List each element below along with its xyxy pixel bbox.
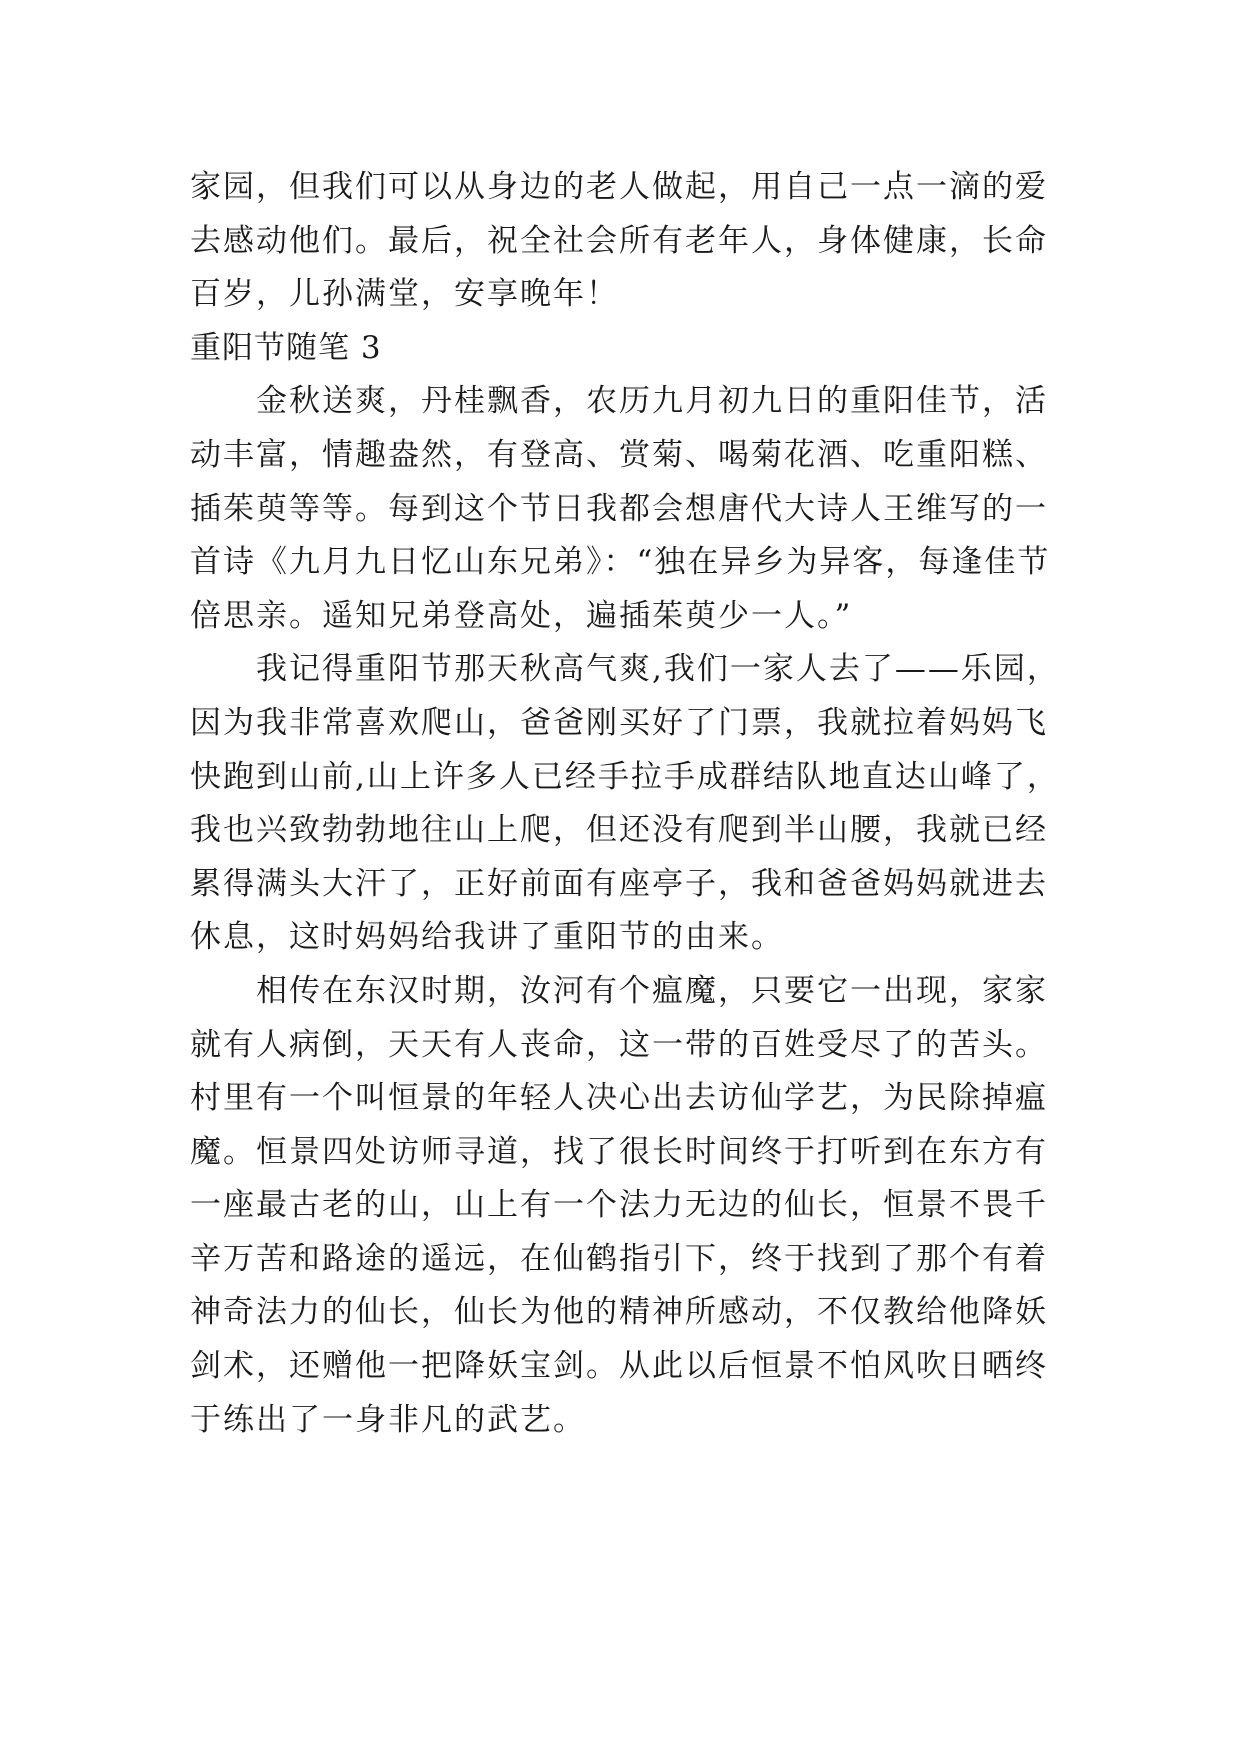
text-line: 剑术，还赠他一把降妖宝剑。从此以后恒景不怕风吹日晒终 [190, 1348, 1048, 1385]
text-line: 快跑到山前,山上许多人已经手拉手成群结队地直达山峰了， [190, 758, 1060, 795]
text-line: 辛万苦和路途的遥远，在仙鹤指引下，终于找到了那个有着 [190, 1240, 1048, 1277]
text-line: 去感动他们。最后，祝全社会所有老年人，身体健康，长命 [190, 222, 1048, 259]
paragraph-first-line: 金秋送爽，丹桂飘香，农历九月初九日的重阳佳节，活 [256, 383, 1048, 420]
section-heading: 重阳节随笔 3 [190, 329, 382, 366]
text-line: 神奇法力的仙长，仙长为他的精神所感动，不仅教给他降妖 [190, 1294, 1048, 1331]
text-line: 休息，这时妈妈给我讲了重阳节的由来。 [190, 919, 784, 956]
text-line: 就有人病倒，天天有人丧命，这一带的百姓受尽了的苦头。 [190, 1026, 1048, 1063]
text-line: 我也兴致勃勃地往山上爬，但还没有爬到半山腰，我就已经 [190, 812, 1048, 849]
text-line: 因为我非常喜欢爬山，爸爸刚买好了门票，我就拉着妈妈飞 [190, 704, 1048, 741]
text-line: 动丰富，情趣盎然，有登高、赏菊、喝菊花酒、吃重阳糕、 [190, 436, 1048, 473]
text-line: 插茱萸等等。每到这个节日我都会想唐代大诗人王维写的一 [190, 490, 1048, 527]
text-line: 家园，但我们可以从身边的老人做起，用自己一点一滴的爱 [190, 169, 1048, 205]
text-line: 百岁，儿孙满堂，安享晚年！ [190, 276, 619, 313]
text-line: 倍思亲。遥知兄弟登高处，遍插茱萸少一人。” [190, 597, 853, 634]
paragraph-first-line: 我记得重阳节那天秋高气爽,我们一家人去了——乐园， [256, 651, 1060, 688]
text-line: 村里有一个叫恒景的年轻人决心出去访仙学艺，为民除掉瘟 [190, 1080, 1048, 1117]
text-line: 于练出了一身非凡的武艺。 [190, 1401, 586, 1438]
text-line: 魔。恒景四处访师寻道，找了很长时间终于打听到在东方有 [190, 1133, 1048, 1170]
text-line: 累得满头大汗了，正好前面有座亭子，我和爸爸妈妈就进去 [190, 865, 1048, 902]
document-body [190, 161, 1060, 1447]
paragraph-first-line: 相传在东汉时期，汝河有个瘟魔，只要它一出现，家家 [256, 972, 1048, 1009]
text-line: 首诗《九月九日忆山东兄弟》：“独在异乡为异客，每逢佳节 [190, 544, 1051, 581]
text-line: 一座最古老的山，山上有一个法力无边的仙长，恒景不畏千 [190, 1187, 1048, 1224]
